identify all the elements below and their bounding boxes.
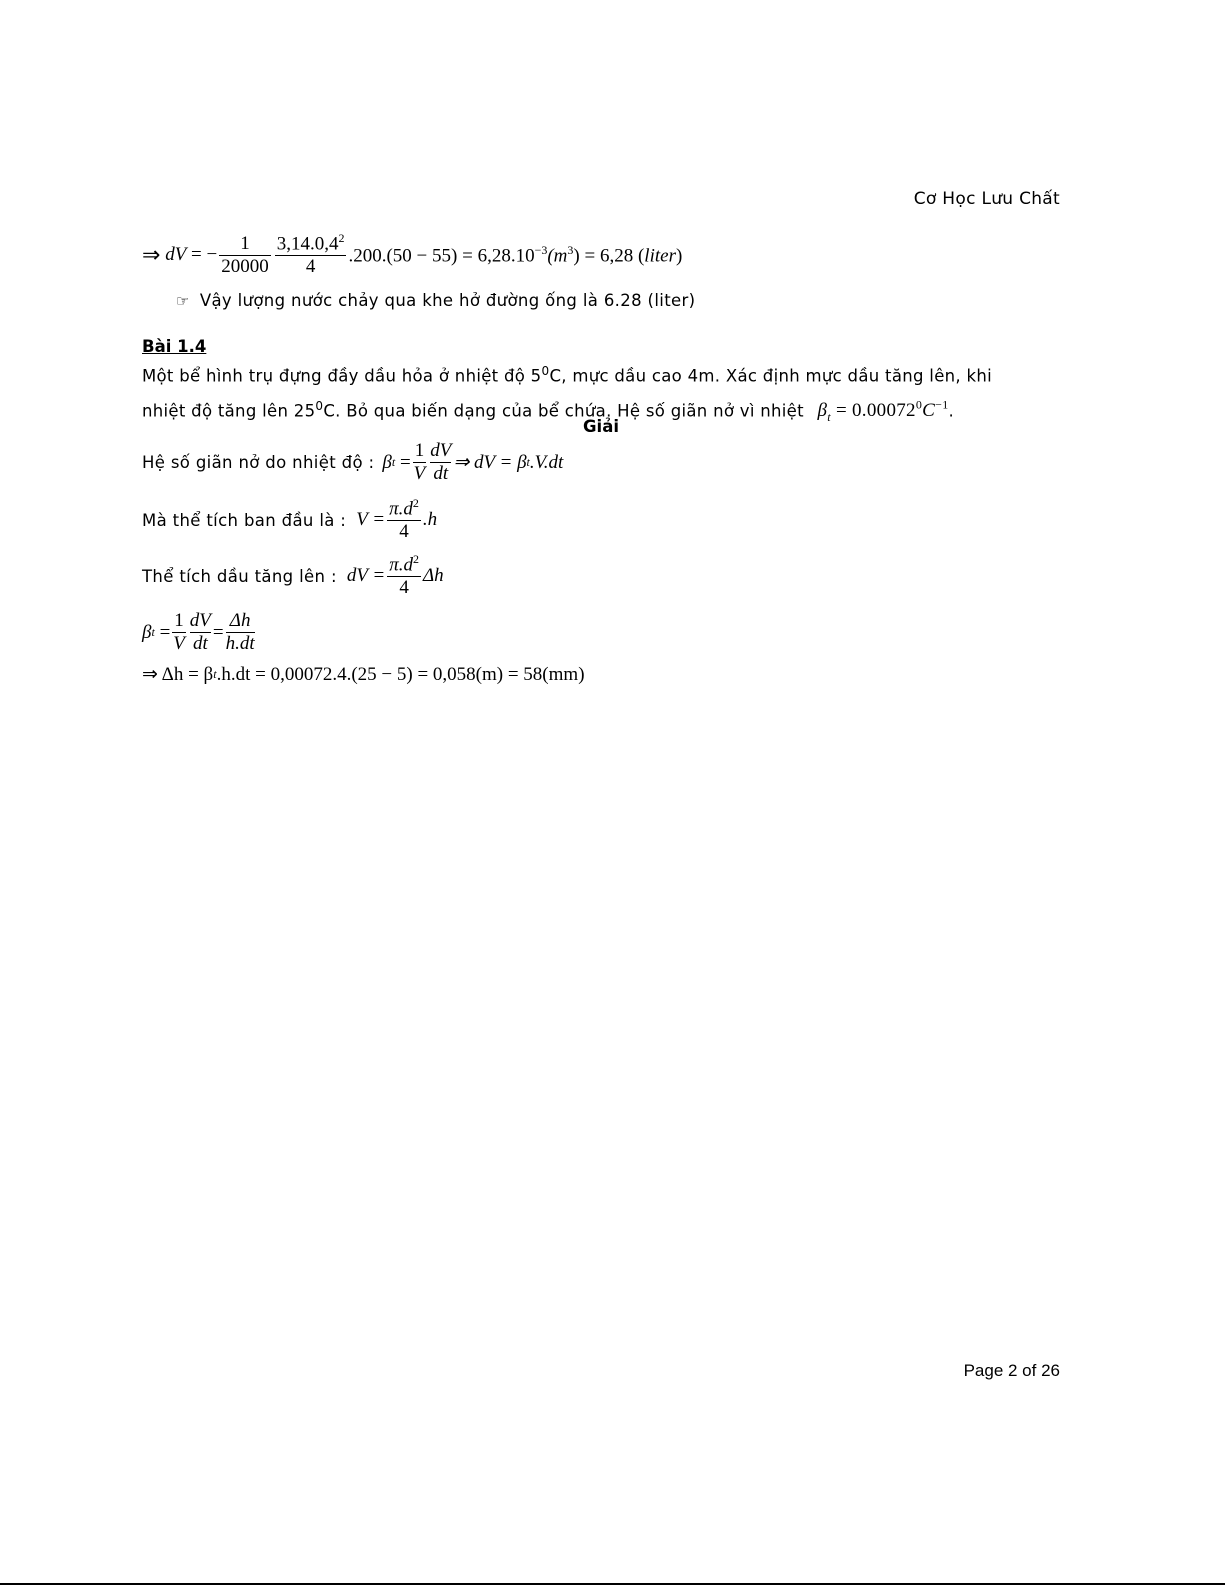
frac-den: dt xyxy=(433,463,449,484)
frac-num-sup: 2 xyxy=(338,231,345,245)
problem-line-1 xyxy=(142,357,1060,391)
frac-den: V xyxy=(413,462,426,484)
conclusion-text: Vậy lượng nước chảy qua khe hở đường ống là 6.28 (liter) xyxy=(199,291,696,310)
l1-label: Hệ số giãn nở do nhiệt độ : xyxy=(142,453,375,472)
frac-den: 4 xyxy=(399,521,409,543)
frac-num xyxy=(275,232,347,256)
unit-liter: liter xyxy=(644,245,676,267)
tail-2: (m xyxy=(547,245,568,267)
beta-sub: t xyxy=(151,625,155,639)
frac-num-text: π.d xyxy=(389,554,413,576)
line1-sup: 0 xyxy=(541,364,550,378)
document-header-title: Cơ Học Lưu Chất xyxy=(913,189,1060,209)
frac-den: V xyxy=(173,632,185,654)
frac-num-sup: 2 xyxy=(412,496,419,510)
beta-sup: 0 xyxy=(915,397,923,412)
fraction-dh-over-hdt xyxy=(226,610,255,655)
frac-num: 1 xyxy=(414,440,425,462)
implies-symbol: ⇒ xyxy=(142,242,161,267)
line2-text: nhiệt độ tăng lên 25 xyxy=(142,400,316,420)
frac-num xyxy=(387,553,421,577)
l3-rhs: Δh xyxy=(422,565,444,586)
beta-unit: C xyxy=(922,399,936,421)
fraction-1-over-v xyxy=(172,610,186,655)
tail-1: .200.(50 − 55) = 6,28.10 xyxy=(348,245,535,267)
frac-num-text: 3,14.0,4 xyxy=(276,233,339,255)
solution-line-1 xyxy=(142,440,563,485)
l2-formula xyxy=(356,497,437,543)
frac-den: dt xyxy=(192,633,208,654)
fraction-1-over-v xyxy=(413,440,427,485)
problem-title: Bài 1.4 xyxy=(142,337,207,356)
l2-rhs: .h xyxy=(422,509,438,530)
solution-line-3 xyxy=(142,553,444,599)
hand-pointing-icon: ☞ xyxy=(176,291,190,310)
line1b-text: C, mực dầu cao 4m. Xác định mực dầu tăng lên, khi xyxy=(549,366,992,386)
line1-text: Một bể hình trụ đựng đầy dầu hỏa ở nhiệt độ 5 xyxy=(142,366,542,386)
eq-sign-2: = xyxy=(212,621,224,643)
frac-den: h.dt xyxy=(225,633,255,654)
fraction-pi-d2-over-4 xyxy=(387,497,421,543)
tail-3: ) = 6,28 ( xyxy=(573,245,645,267)
solution-line-2 xyxy=(142,497,437,543)
solution-heading: Giải xyxy=(583,417,619,436)
l5-a: ⇒ Δh = β xyxy=(142,664,214,685)
fraction-pi-d2-over-4 xyxy=(387,553,421,599)
beta-unit-sup: −1 xyxy=(935,397,949,412)
beta-symbol: β xyxy=(382,451,392,473)
l2-lhs: V = xyxy=(356,509,386,530)
l1-rhs2: .V.dt xyxy=(529,451,564,473)
solution-line-5 xyxy=(142,663,585,686)
eq-lhs: dV xyxy=(165,244,187,265)
page-number: Page 2 of 26 xyxy=(963,1361,1060,1380)
l5-sub: t xyxy=(213,667,217,681)
fraction-1-over-20000 xyxy=(219,233,271,278)
fraction-dv-dt xyxy=(190,610,211,655)
frac-den: 4 xyxy=(399,577,409,599)
period: . xyxy=(948,400,955,420)
frac-num: 1 xyxy=(219,233,271,256)
frac-num-sup: 2 xyxy=(412,552,419,566)
conclusion-line xyxy=(176,291,695,310)
eq-sign: = xyxy=(191,244,202,265)
line2b-text: C. Bỏ qua biến dạng của bể chứa. Hệ số giãn nở vì nhiệt xyxy=(323,400,804,420)
l3-lhs: dV = xyxy=(346,565,386,586)
beta-val: = 0.00072 xyxy=(835,399,916,421)
line2-sup: 0 xyxy=(315,398,324,413)
fraction-dv-dt xyxy=(430,440,451,485)
eq-tail xyxy=(348,243,682,267)
l2-label: Mà thể tích ban đầu là : xyxy=(142,510,347,530)
l3-formula xyxy=(347,553,444,599)
rhs-sub: t xyxy=(526,455,530,469)
tail-1-sup: −3 xyxy=(534,242,548,257)
frac-num: dV xyxy=(430,440,452,461)
equation-dv xyxy=(142,232,682,278)
l1-formula xyxy=(382,440,563,485)
l5-b: .h.dt = 0,00072.4.(25 − 5) = 0,058(m) = 58(mm) xyxy=(216,663,585,685)
frac-num: 1 xyxy=(174,610,184,632)
frac-num xyxy=(387,497,421,521)
frac-num: dV xyxy=(189,610,211,631)
frac-den: 4 xyxy=(305,256,316,278)
l3-label: Thể tích dầu tăng lên : xyxy=(142,566,337,586)
frac-num: Δh xyxy=(226,610,255,633)
tail-4: ) xyxy=(675,245,683,267)
tail-2-sup: 3 xyxy=(567,242,574,257)
l1-rhs: ⇒ dV = β xyxy=(453,452,527,473)
beta-symbol: β xyxy=(817,399,828,421)
fraction-area xyxy=(275,232,347,278)
eq-sign: = xyxy=(399,451,411,473)
beta-sub: t xyxy=(391,455,396,469)
minus-sign: − xyxy=(206,244,218,265)
eq-sign: = xyxy=(159,621,171,643)
beta-sub: t xyxy=(827,409,831,424)
solution-line-4 xyxy=(142,610,257,655)
frac-den: 20000 xyxy=(221,255,269,277)
frac-num-text: π.d xyxy=(389,498,413,520)
beta-symbol: β xyxy=(142,621,152,643)
